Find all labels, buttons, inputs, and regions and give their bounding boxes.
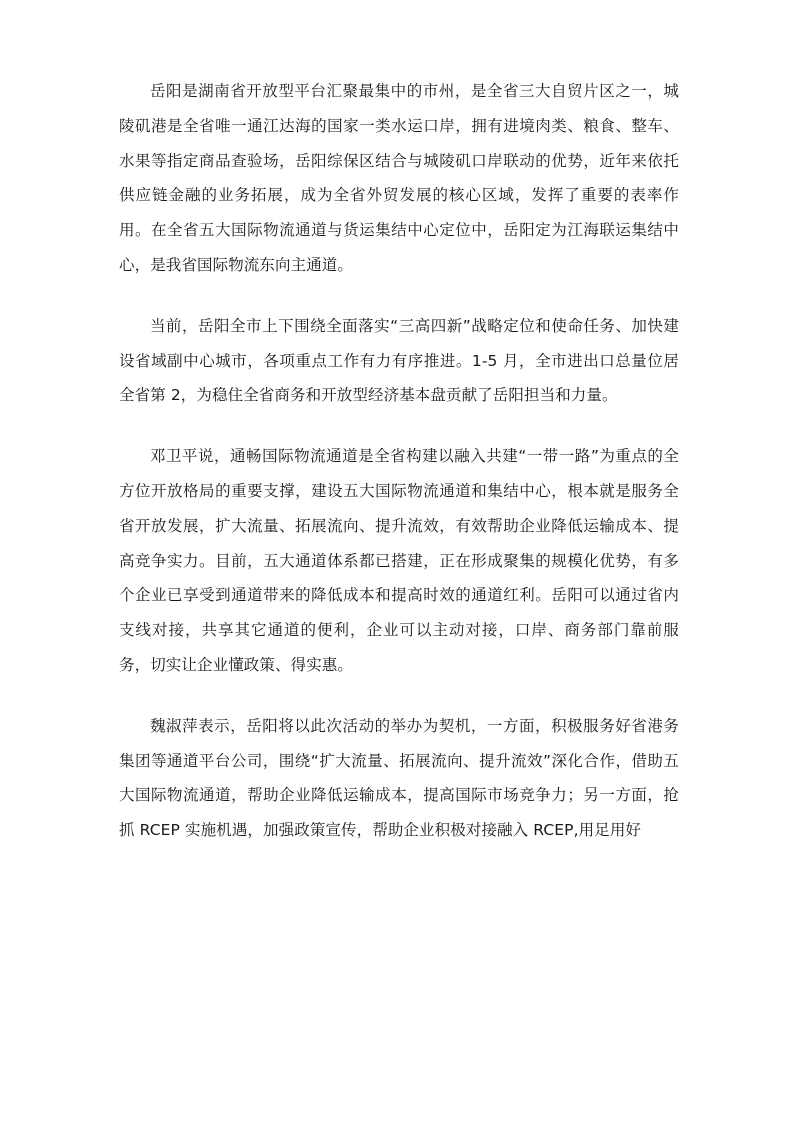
paragraph-wei-shuping-remarks: 魏淑萍表示，岳阳将以此次活动的举办为契机，一方面，积极服务好省港务集团等通道平台公司，围绕“扩大流量、拓展流向、提升流效”深化合作，借助五大国际物流通道，帮助企业降低运输成本，提高国际市场竞争力；另一方面，抢抓 RCEP 实施机遇，加强政策宣传，帮助企业积极对接融入 RCEP,用足用好 (119, 716, 679, 840)
article-body (119, 74, 679, 848)
paragraph-current-progress: 当前，岳阳全市上下围绕全面落实“三高四新”战略定位和使命任务、加快建设省域副中心城市，各项重点工作有力有序推进。1-5 月，全市进出口总量位居全省第 2，为稳住全省商务和开放型经济基本盘贡献了岳阳担当和力量。 (119, 316, 679, 405)
paragraph-yueyang-open-platform: 岳阳是湖南省开放型平台汇聚最集中的市州，是全省三大自贸片区之一，城陵矶港是全省唯一通江达海的国家一类水运口岸，拥有进境肉类、粮食、整车、水果等指定商品查验场，岳阳综保区结合与城陵矶口岸联动的优势，近年来依托供应链金融的业务拓展，成为全省外贸发展的核心区域，发挥了重要的表率作用。在全省五大国际物流通道与货运集结中心定位中，岳阳定为江海联运集结中心，是我省国际物流东向主通道。 (119, 82, 679, 274)
paragraph-deng-weiping-remarks: 邓卫平说，通畅国际物流通道是全省构建以融入共建“一带一路”为重点的全方位开放格局的重要支撑，建设五大国际物流通道和集结中心，根本就是服务全省开放发展，扩大流量、拓展流向、提升流效，有效帮助企业降低运输成本、提高竞争实力。目前，五大通道体系都已搭建，正在形成聚集的规模化优势，有多个企业已享受到通道带来的降低成本和提高时效的通道红利。岳阳可以通过省内支线对接，共享其它通道的便利，企业可以主动对接，口岸、商务部门靠前服务，切实让企业懂政策、得实惠。 (119, 447, 679, 674)
